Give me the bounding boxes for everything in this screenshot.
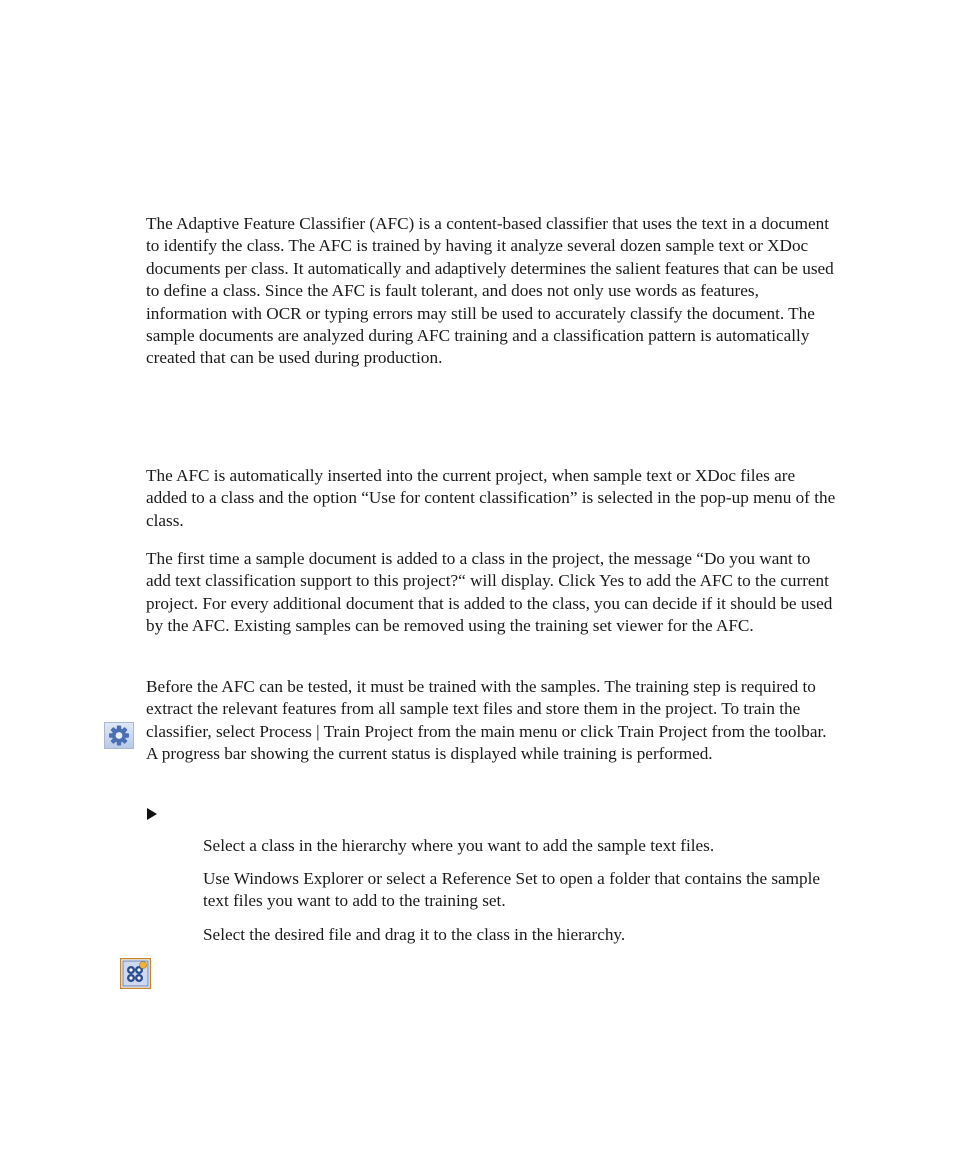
- procedure-step-3: Select the desired file and drag it to the class in the hierarchy.: [203, 925, 626, 944]
- procedure-step-2: Use Windows Explorer or select a Reference Set to open a folder that contains the sample text files you want to add to the training set.: [203, 869, 821, 911]
- afc-first-sample-paragraph: The first time a sample document is added to a class in the project, the message “Do you want to add text classification support to this project?“ will display. Click Yes to add the AFC to the current project. For every additional document that is added to the class, you can decide if it should be used by the AFC. Existing samples can be removed using the training set viewer for the AFC.: [146, 549, 833, 636]
- afc-training-paragraph: Before the AFC can be tested, it must be trained with the samples. The training step is required to extract the relevant features from all sample text files and store them in the project. To train the classifier, select Process | Train Project from the main menu or click Train Project from the toolbar. A progress bar showing the current status is displayed while training is performed.: [146, 677, 827, 764]
- afc-intro-paragraph: The Adaptive Feature Classifier (AFC) is a content-based classifier that uses the text in a document to identify the class. The AFC is trained by having it analyze several dozen sample text or XDoc documents per class. It automatically and adaptively determines the salient features that can be used to define a class. Since the AFC is fault tolerant, and does not only use words as features, information with OCR or typing errors may still be used to accurately classify the document. The sample documents are analyzed during AFC training and a classification pattern is automatically created that can be used during production.: [146, 214, 834, 368]
- classifier-icon: [120, 958, 151, 989]
- afc-insertion-paragraph: The AFC is automatically inserted into the current project, when sample text or XDoc files are added to a class and the option “Use for content classification” is selected in the pop-up menu of the class.: [146, 466, 836, 530]
- procedure-step-1: Select a class in the hierarchy where you want to add the sample text files.: [203, 836, 715, 855]
- gear-icon: [104, 722, 134, 749]
- triangle-right-icon: [146, 806, 158, 822]
